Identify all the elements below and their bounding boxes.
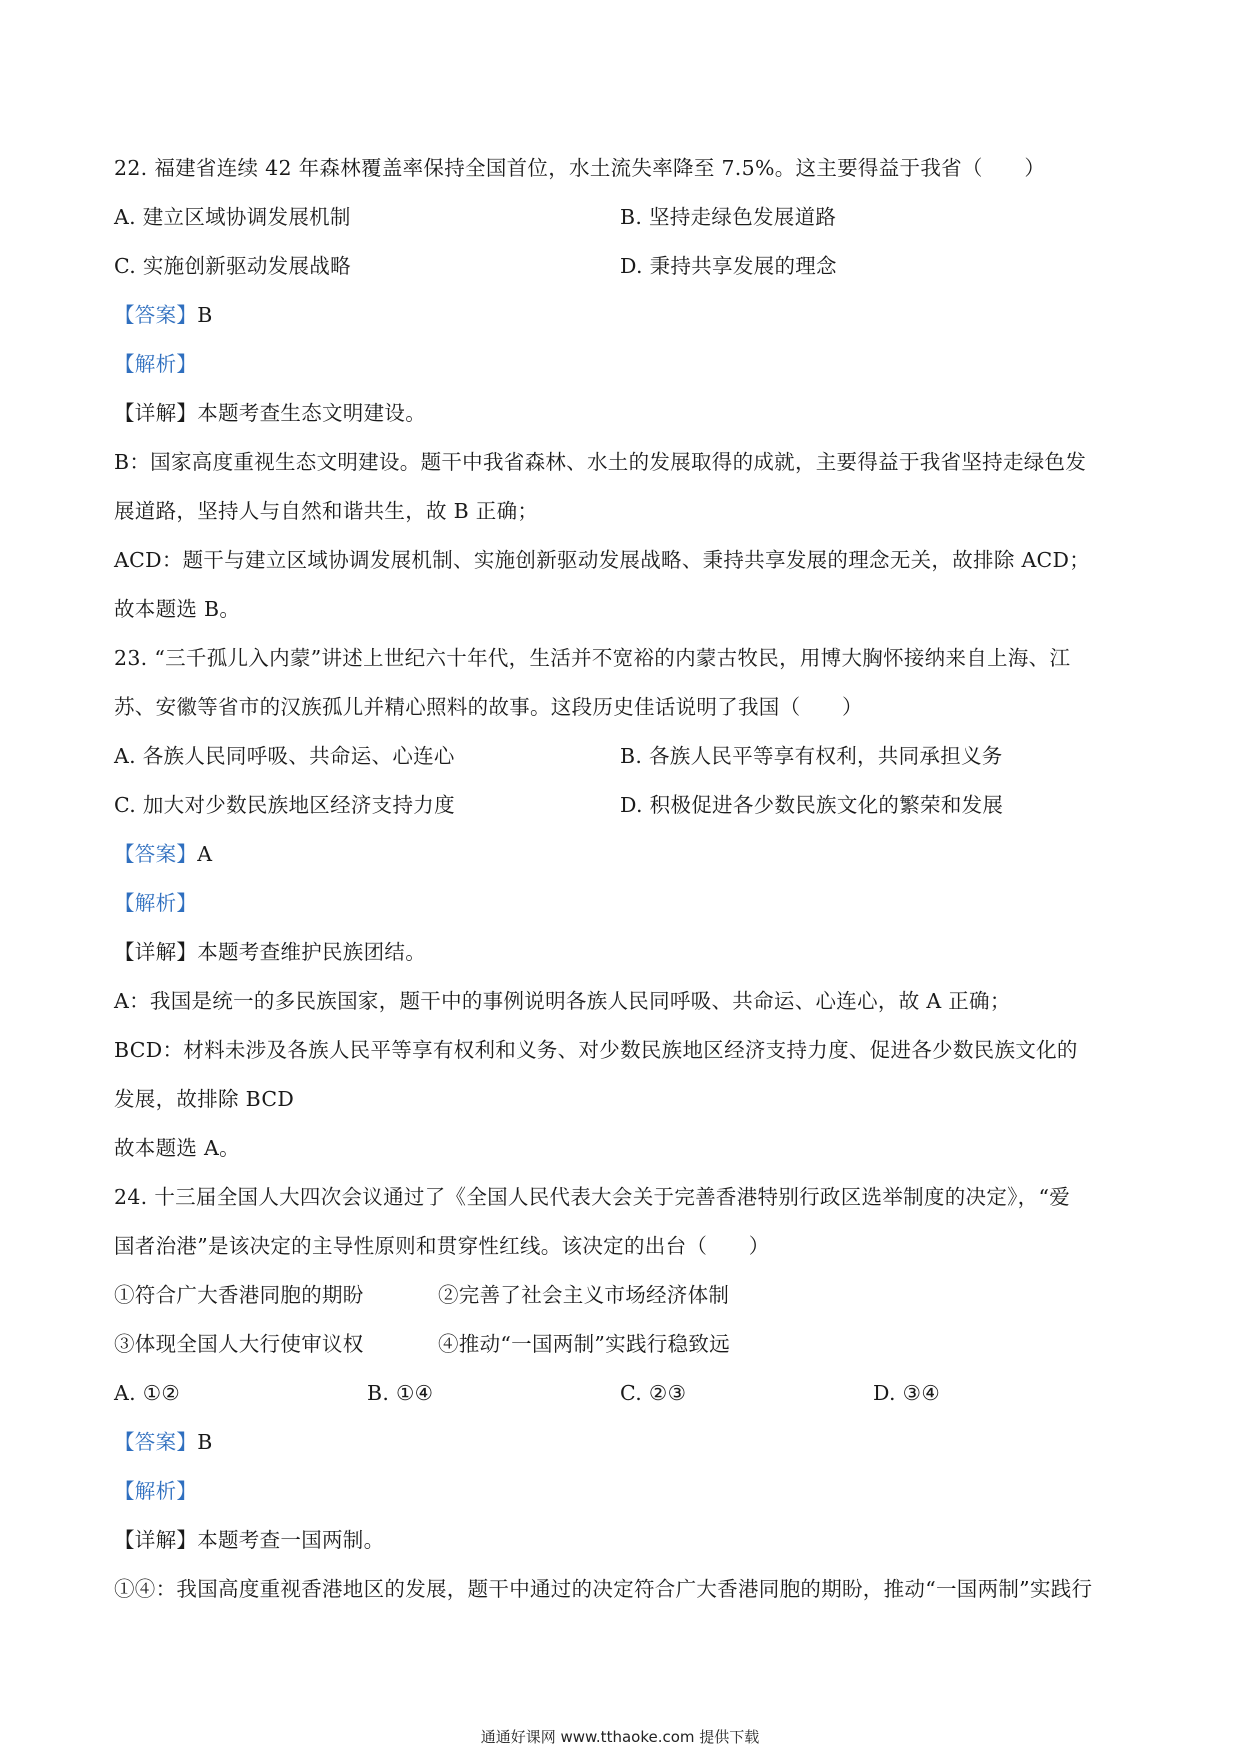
detail-line: 故本题选 B。 xyxy=(114,597,241,621)
option-d: D. 积极促进各少数民族文化的繁荣和发展 xyxy=(620,793,1004,817)
detail-line: A：我国是统一的多民族国家，题干中的事例说明各族人民同呼吸、共命运、心连心，故 A 正确； xyxy=(114,989,1011,1013)
detail-line: ACD：题干与建立区域协调发展机制、实施创新驱动发展战略、秉持共享发展的理念无关，故排除 ACD； xyxy=(114,548,1091,572)
option-d: D. 秉持共享发展的理念 xyxy=(620,254,837,278)
option-a: A. 建立区域协调发展机制 xyxy=(114,205,351,229)
detail-line: 发展，故排除 BCD xyxy=(114,1087,295,1111)
analysis-label: 【解析】 xyxy=(114,352,198,376)
analysis-label: 【解析】 xyxy=(114,891,198,915)
question-stem: 国者治港”是该决定的主导性原则和贯穿性红线。该决定的出台（ ） xyxy=(114,1234,770,1258)
analysis-line xyxy=(114,883,1126,932)
statement-2: ②完善了社会主义市场经济体制 xyxy=(438,1283,730,1307)
option-d: D. ③④ xyxy=(873,1381,940,1405)
option-b: B. ①④ xyxy=(367,1381,434,1405)
answer-line xyxy=(114,834,1126,883)
options-row xyxy=(114,246,1126,295)
detail-line: 故本题选 A。 xyxy=(114,1136,240,1160)
question-23 xyxy=(114,638,1126,1177)
detail-line: 【详解】本题考查一国两制。 xyxy=(114,1528,385,1552)
options-row xyxy=(114,197,1126,246)
statements-row xyxy=(114,1324,1126,1373)
question-stem: 22. 福建省连续 42 年森林覆盖率保持全国首位，水土流失率降至 7.5%。这主要得益于我省（ ） xyxy=(114,156,1046,180)
answer-label: 【答案】 xyxy=(114,303,198,327)
page-footer: 通通好课网 www.tthaoke.com 提供下载 xyxy=(480,1728,760,1746)
answer-label: 【答案】 xyxy=(114,1430,198,1454)
detail-line: 展道路，坚持人与自然和谐共生，故 B 正确； xyxy=(114,499,539,523)
options-row xyxy=(114,1373,1126,1422)
question-stem: 23. “三千孤儿入内蒙”讲述上世纪六十年代，生活并不宽裕的内蒙古牧民，用博大胸怀接纳来自上海、江 xyxy=(114,646,1071,670)
options-row xyxy=(114,736,1126,785)
option-b: B. 各族人民平等享有权利，共同承担义务 xyxy=(620,744,1003,768)
option-a: A. ①② xyxy=(114,1381,181,1405)
detail-line: B：国家高度重视生态文明建设。题干中我省森林、水土的发展取得的成就，主要得益于我省坚持走绿色发 xyxy=(114,450,1087,474)
detail-line: BCD：材料未涉及各族人民平等享有权利和义务、对少数民族地区经济支持力度、促进各少数民族文化的 xyxy=(114,1038,1078,1062)
question-stem: 苏、安徽等省市的汉族孤儿并精心照料的故事。这段历史佳话说明了我国（ ） xyxy=(114,695,863,719)
option-c: C. 加大对少数民族地区经济支持力度 xyxy=(114,793,455,817)
answer-line xyxy=(114,295,1126,344)
question-24 xyxy=(114,1177,1126,1618)
option-a: A. 各族人民同呼吸、共命运、心连心 xyxy=(114,744,455,768)
statement-4: ④推动“一国两制”实践行稳致远 xyxy=(438,1332,730,1356)
option-c: C. 实施创新驱动发展战略 xyxy=(114,254,351,278)
analysis-line xyxy=(114,1471,1126,1520)
statement-1: ①符合广大香港同胞的期盼 xyxy=(114,1283,364,1307)
answer-label: 【答案】 xyxy=(114,842,198,866)
answer-value: B xyxy=(197,1430,213,1454)
statement-3: ③体现全国人大行使审议权 xyxy=(114,1332,364,1356)
detail-line: 【详解】本题考查维护民族团结。 xyxy=(114,940,426,964)
statements-row xyxy=(114,1275,1126,1324)
answer-line xyxy=(114,1422,1126,1471)
option-c: C. ②③ xyxy=(620,1381,687,1405)
analysis-line xyxy=(114,344,1126,393)
document-content xyxy=(114,148,1126,1618)
question-stem: 24. 十三届全国人大四次会议通过了《全国人民代表大会关于完善香港特别行政区选举制度的决定》，“爱 xyxy=(114,1185,1071,1209)
detail-line: 【详解】本题考查生态文明建设。 xyxy=(114,401,426,425)
detail-line: ①④：我国高度重视香港地区的发展，题干中通过的决定符合广大香港同胞的期盼，推动“一国两制”实践行 xyxy=(114,1577,1093,1601)
option-b: B. 坚持走绿色发展道路 xyxy=(620,205,837,229)
answer-value: B xyxy=(197,303,213,327)
options-row xyxy=(114,785,1126,834)
answer-value: A xyxy=(197,842,213,866)
analysis-label: 【解析】 xyxy=(114,1479,198,1503)
question-22 xyxy=(114,148,1126,638)
